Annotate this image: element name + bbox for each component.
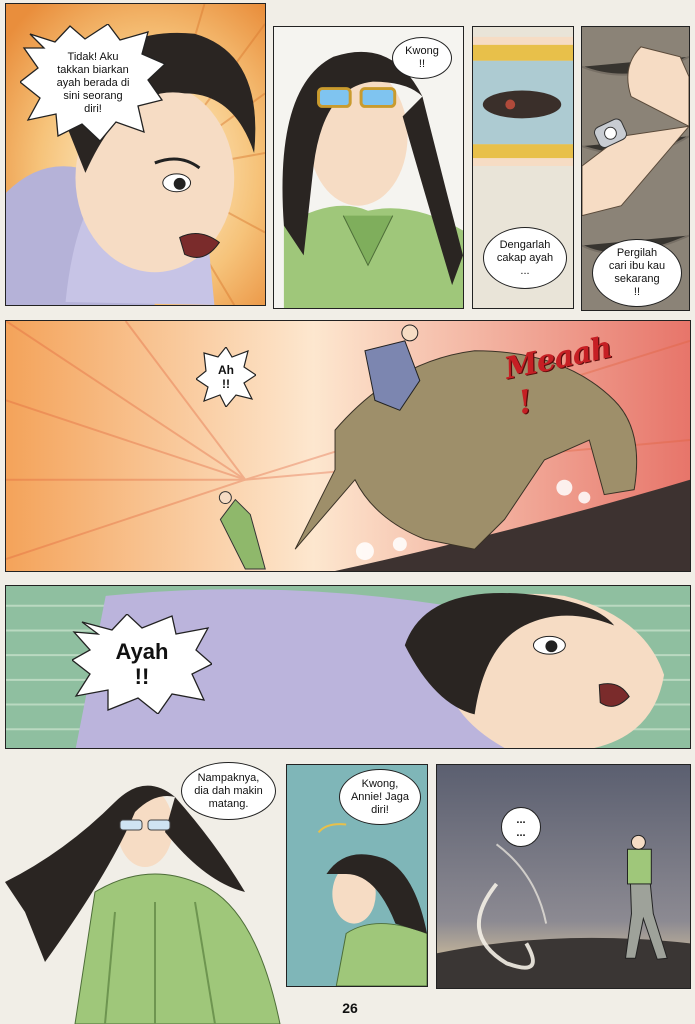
speech-text: Nampaknya, dia dah makin matang.	[194, 771, 263, 810]
sound-effect-mark: !	[514, 382, 535, 422]
thought-bubble-nampaknya	[181, 762, 276, 820]
panel-man-turning	[286, 764, 428, 987]
speech-text: Dengarlah cakap ayah ...	[496, 238, 554, 277]
speech-text: ... ...	[516, 814, 526, 839]
speech-text: Pergilah cari ibu kau sekarang !!	[608, 247, 666, 298]
thought-bubble-ellipsis	[501, 807, 541, 847]
shout-burst-ah	[196, 347, 256, 407]
page-number: 26	[342, 1000, 358, 1016]
speech-text: Ah !!	[218, 363, 234, 391]
shout-burst-tidak	[20, 24, 166, 142]
speech-bubble-dengarlah	[483, 227, 567, 289]
shout-burst-ayah	[72, 614, 212, 714]
speech-bubble-kwong	[392, 37, 452, 79]
panel-eye-closeup	[472, 26, 574, 309]
speech-text: Kwong, Annie! Jaga diri!	[350, 777, 410, 816]
panel-boy-shouting	[5, 3, 266, 306]
panel-man-dusk	[436, 764, 691, 989]
panel-man-watching	[5, 762, 285, 1024]
speech-text: Tidak! Aku takkan biarkan ayah berada di sini seorang diri!	[56, 50, 130, 115]
speech-bubble-pergilah	[592, 239, 682, 307]
panel-hand-watch	[581, 26, 690, 311]
panel-man-dusk-art	[437, 765, 690, 988]
speech-text: Kwong !!	[405, 45, 439, 70]
panel-boy-crying-out	[5, 585, 691, 749]
panel-dinosaur-chase	[5, 320, 691, 572]
speech-text: Ayah !!	[115, 639, 169, 689]
speech-bubble-jaga-diri	[339, 769, 421, 825]
panel-man-glasses	[273, 26, 464, 309]
sound-effect-text: Meaah	[501, 330, 615, 387]
